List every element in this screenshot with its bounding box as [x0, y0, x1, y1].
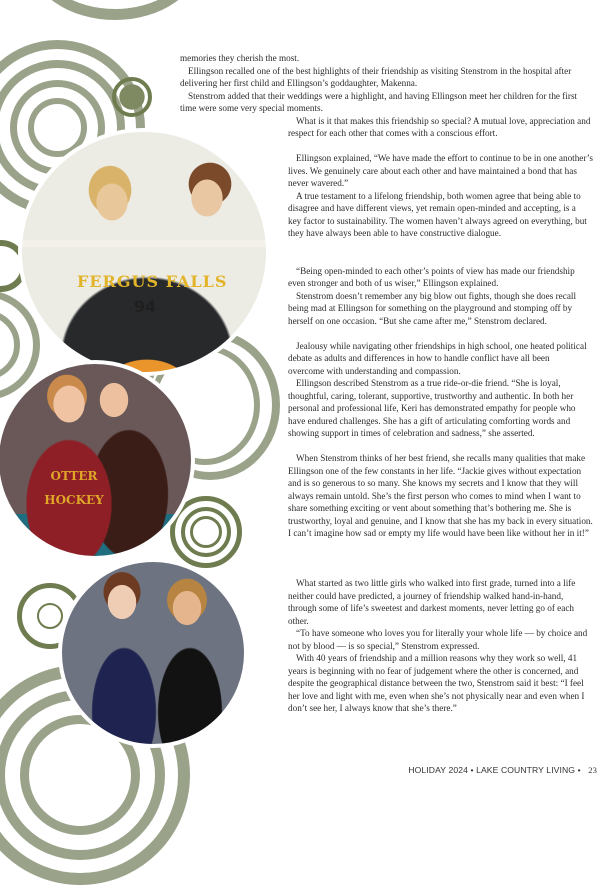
footer-issue: HOLIDAY 2024 — [408, 765, 468, 775]
article-paragraph: Jealousy while navigating other friendships in high school, one heated political debate as adults and differences in how to handle conflict have all been overcome with understanding and compassion. — [288, 340, 587, 376]
article-paragraph: “Being open-minded to each other’s points of view has made our friendship even stronger and both of us wiser,” Ellingson explained. — [288, 265, 575, 288]
footer-separator: • — [577, 765, 581, 775]
article-paragraph: memories they cherish the most. — [180, 53, 300, 63]
sweatshirt-text: OTTER HOCKEY — [44, 469, 104, 507]
article-paragraph: Ellingson described Stenstrom as a true ride-or-die friend. “She is loyal, thoughtful, caring, tolerant, supportive, trustworthy and authentic. In both her personal and professional life, Keri has demonstrated empathy for people who have endured challenges. She has a gift of articulating comforting words and showing support in times of celebration and sadness,” she asserted. — [288, 378, 576, 438]
footer-publication: LAKE COUNTRY LIVING — [476, 765, 576, 775]
article-paragraph: Stenstrom added that their weddings were a highlight, and having Ellingson meet her children for the first time were some very special moments. — [180, 90, 578, 113]
footer-separator: • — [470, 765, 474, 775]
article-paragraph: What started as two little girls who walked into first grade, turned into a life neither could have predicted, a journey of friendship walked hand-in-hand, through some of life’s sweetest and darkest moments, never letting go of each other. — [288, 578, 576, 626]
article-paragraph: “To have someone who loves you for literally your whole life — by choice and not by blood — is so special,” Stenstrom expressed. — [288, 628, 588, 651]
article-paragraph: What is it that makes this friendship so special? A mutual love, appreciation and respect for each other that comes with a conscious effort. — [288, 115, 591, 138]
article-paragraph: A true testament to a lifelong friendship, both women agree that being able to disagree and have different views, yet remain open-minded and accepting, is a key factor to sustainability. The women haven’t always agreed on everything, but they have always been able to have constructive dialogue. — [288, 190, 587, 238]
article-paragraph: Stenstrom doesn’t remember any big blow out fights, though she does recall being mad at Ellingson for something on the playground and stomping off by herself on one occasion. “But she came after me,” Stenstrom declared. — [288, 290, 576, 326]
jersey-number: 94 — [134, 297, 157, 316]
article-paragraph: When Stenstrom thinks of her best friend, she recalls many qualities that make Ellingson one of the few constants in her life. “Jackie gives without expectation and is so generous to so many. She knows my secrets and I know that they will always remain untold. She’s the first person who comes to mind when I want to share something exciting or vent about something that’s bothering me. She is trustworthy, loyal and genuine, and I know that she has my back in every situation. I can’t imagine how sad or empty my life would have been like without her in it!” — [288, 453, 593, 538]
page-number: 23 — [588, 765, 597, 775]
article-paragraph: Ellingson explained, “We have made the effort to continue to be in one another’s lives. We genuinely care about each other and have maintained a bond that has never wavered.” — [288, 153, 593, 188]
article-paragraph: Ellingson recalled one of the best highlights of their friendship as visiting Stenstrom in the hospital after delivering her first child and Ellingson’s goddaughter, Makenna. — [180, 65, 572, 88]
jersey-text: FERGUS FALLS — [77, 272, 228, 291]
page-footer — [408, 765, 597, 775]
article-paragraph: With 40 years of friendship and a million reasons why they work so well, 41 years is beginning with no fear of judgement where the other is concerned, and despite the geographical distance between the two, Stenstrom said it best: “I feel her love and light with me, even when she’s not physically near and even when I don’t see her, I always know that she’s there.” — [288, 653, 585, 713]
